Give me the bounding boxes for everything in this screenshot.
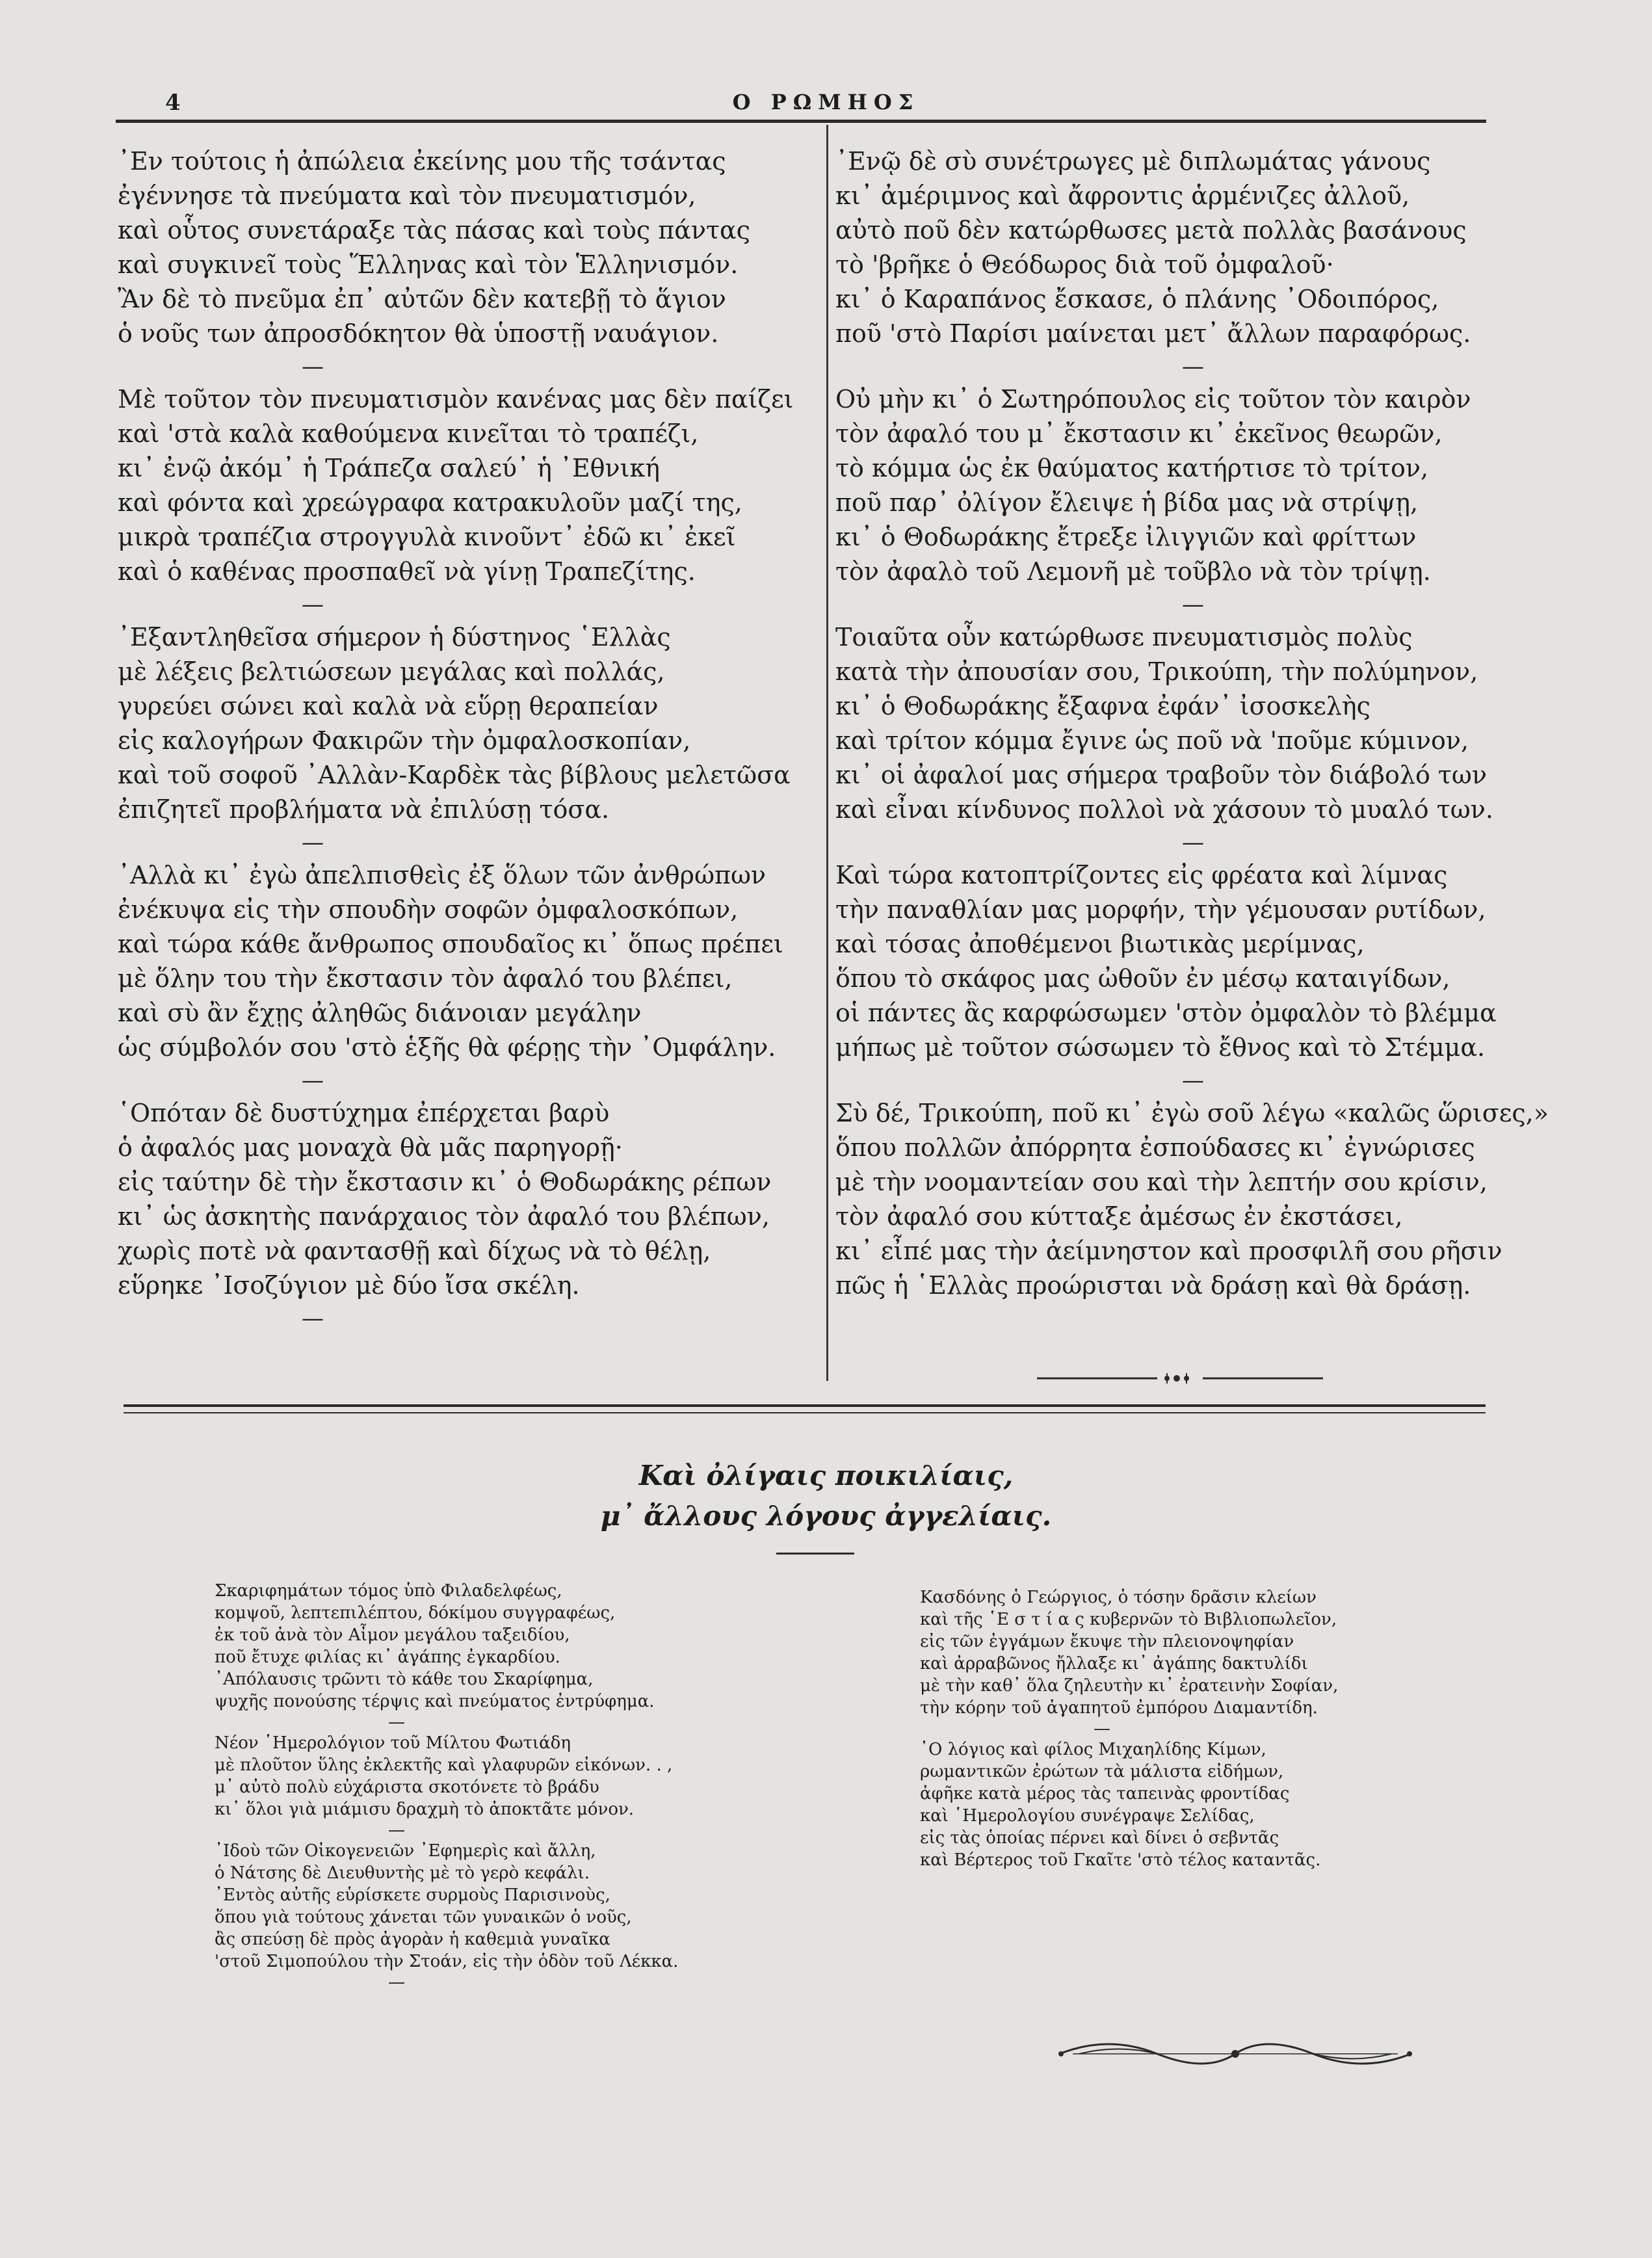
stanza-separator: — (302, 354, 324, 380)
notice-line: μὲ τὴν καθ᾿ ὅλα ζηλευτὴν κι᾿ ἐρατεινὴν Σοφίαν, (920, 1676, 1339, 1696)
verse-line: καὶ συγκινεῖ τοὺς Ἕλληνας καὶ τὸν Ἑλληνισμόν. (118, 250, 739, 279)
notice-line: ᾿Εντὸς αὐτῆς εὑρίσκετε συρμοὺς Παρισινοὺς, (215, 1885, 610, 1905)
notice-line: καὶ ἀρραβῶνος ἤλλαξε κι᾿ ἀγάπης δακτυλίδι (920, 1654, 1308, 1674)
notices-left (215, 1580, 800, 1992)
notice-line: ᾿Ιδοὺ τῶν Οἰκογενειῶν ᾿Εφημερὶς καὶ ἄλλη, (215, 1841, 596, 1861)
stanza (118, 858, 813, 1065)
verse-line: ποῦ 'στὸ Παρίσι μαίνεται μετ᾿ ἄλλων παραφόρως. (835, 319, 1471, 348)
closing-ornament (1053, 2038, 1417, 2069)
verse-line: καὶ οὗτος συνετάραξε τὰς πάσας καὶ τοὺς πάντας (118, 216, 750, 244)
stanza-separator: — (1182, 830, 1204, 856)
verse-line: ῾Οπόταν δὲ δυστύχημα ἐπέρχεται βαρὺ (118, 1099, 610, 1127)
verse-line: μὲ ὅλην του τὴν ἔκστασιν τὸν ἀφαλό του βλέπει, (118, 964, 733, 993)
stanza-separator: — (302, 830, 324, 856)
page-number: 4 (165, 90, 181, 116)
stanza-separator: — (302, 592, 324, 618)
notice-line: μὲ πλοῦτον ὕλης ἐκλεκτῆς καὶ γλαφυρῶν εἰκόνων. . , (215, 1755, 673, 1775)
verse-line: οἱ πάντες ἂς καρφώσωμεν 'στὸν ὀμφαλὸν τὸ βλέμμα (835, 999, 1497, 1027)
verse-line: ᾿Ενῷ δὲ σὺ συνέτρωγες μὲ διπλωμάτας γάνους (835, 147, 1431, 176)
stanza (835, 1096, 1549, 1303)
notice-line: κομψοῦ, λεπτεπιλέπτου, δόκίμου συγγραφέως, (215, 1603, 616, 1623)
verse-line: ὁ ἀφαλός μας μοναχὰ θὰ μᾶς παρηγορῇ· (118, 1133, 623, 1162)
stanza (118, 144, 813, 351)
notice-line: ρωμαντικῶν ἐρώτων τὰ μάλιστα εἰδήμων, (920, 1762, 1284, 1781)
notice-line: ὁ Νάτσης δὲ Διευθυντὴς μὲ τὸ γερὸ κεφάλι. (215, 1863, 590, 1883)
verse-line: κι᾿ ὁ Θοδωράκης ἔξαφνα ἐφάν᾿ ἰσοσκελὴς (835, 692, 1370, 720)
verse-line: ἐπιζητεῖ προβλήματα νὰ ἐπιλύσῃ τόσα. (118, 795, 610, 824)
verse-line: καὶ σὺ ἂν ἔχῃς ἀληθῶς διάνοιαν μεγάλην (118, 999, 642, 1027)
verse-line: κι᾿ ἐνῷ ἀκόμ᾿ ἡ Τράπεζα σαλεύ᾿ ἡ ᾿Εθνική (118, 454, 661, 482)
notice-line: ἀφῆκε κατὰ μέρος τὰς ταπεινὰς φροντίδας (920, 1784, 1290, 1804)
verse-line: τὸ 'βρῆκε ὁ Θεόδωρος διὰ τοῦ ὀμφαλοῦ· (835, 250, 1334, 279)
verse-line: καὶ τώρα κάθε ἄνθρωπος σπουδαῖος κι᾿ ὅπως πρέπει (118, 930, 783, 958)
notice-line: εἰς τῶν ἐγγάμων ἔκυψε τὴν πλειονοψηφίαν (920, 1632, 1294, 1651)
poem-left-column (118, 144, 813, 1334)
notice-line: Σκαριφημάτων τόμος ὑπὸ Φιλαδελφέως, (215, 1581, 562, 1601)
verse-line: εἰς καλογήρων Φακιρῶν τὴν ὀμφαλοσκοπίαν, (118, 726, 691, 755)
verse-line: κι᾿ οἱ ἀφαλοί μας σήμερα τραβοῦν τὸν διάβολό των (835, 761, 1488, 789)
verse-line: τὸν ἀφαλό του μ᾿ ἔκστασιν κι᾿ ἐκεῖνος θεωρῶν, (835, 419, 1443, 448)
verse-line: τὸν ἀφαλὸ τοῦ Λεμονῆ μὲ τοῦβλο νὰ τὸν τρίψῃ. (835, 557, 1431, 586)
verse-line: εἰς ταύτην δὲ τὴν ἔκστασιν κι᾿ ὁ Θοδωράκης ρέπων (118, 1168, 772, 1196)
notice-separator: — (388, 1820, 405, 1840)
verse-line: κι᾿ εἶπέ μας τὴν ἀείμνηστον καὶ προσφιλῆ σου ρῆσιν (835, 1237, 1502, 1265)
verse-line: μικρὰ τραπέζια στρογγυλὰ κινοῦντ᾿ ἐδῶ κι᾿ ἐκεῖ (118, 523, 736, 551)
column-end-ornament (1037, 1369, 1323, 1387)
stanza (835, 382, 1518, 589)
verse-line: κι᾿ ὡς ἀσκητὴς πανάρχαιος τὸν ἀφαλό του βλέπων, (118, 1202, 770, 1231)
verse-line: μήπως μὲ τοῦτον σώσωμεν τὸ ἔθνος καὶ τὸ Στέμμα. (835, 1033, 1486, 1062)
verse-line: ἐγέννησε τὰ πνεύματα καὶ τὸν πνευματισμόν, (118, 181, 696, 210)
poem-right-column (835, 144, 1549, 1303)
verse-line: εὕρηκε ᾿Ισοζύγιον μὲ δύο ἴσα σκέλη. (118, 1271, 580, 1300)
stanza (118, 1096, 813, 1303)
verse-line: καὶ τρίτον κόμμα ἔγινε ὡς ποῦ νὰ 'ποῦμε κύμινον, (835, 726, 1469, 755)
notice-line: καὶ ῾Ημερολογίου συνέγραψε Σελίδας, (920, 1806, 1255, 1826)
header-rule (116, 120, 1486, 123)
verse-line: καὶ φόντα καὶ χρεώγραφα κατρακυλοῦν μαζί της, (118, 488, 742, 517)
verse-line: τὸ κόμμα ὡς ἐκ θαύματος κατήρτισε τὸ τρίτον, (835, 454, 1429, 482)
notice-line: καὶ τῆς ῾Ε σ τ ί α ς κυβερνῶν τὸ Βιβλιοπωλεῖον, (920, 1610, 1337, 1629)
verse-line: κι᾿ ἀμέριμνος καὶ ἄφροντις ἁρμένιζες ἀλλοῦ, (835, 181, 1410, 210)
notice-line: 'στοῦ Σιμοπούλου τὴν Στοάν, εἰς τὴν ὁδὸν τοῦ Λέκκα. (215, 1952, 679, 1971)
notice-line: ψυχῆς πονούσης τέρψις καὶ πνεύματος ἐντρύφημα. (215, 1692, 655, 1711)
section-title: Καὶ ὀλίγαις ποικιλίαις, (638, 1460, 1014, 1491)
verse-line: ποῦ παρ᾿ ὀλίγον ἔλειψε ἡ βίδα μας νὰ στρίψῃ, (835, 488, 1419, 517)
stanza (118, 382, 813, 589)
verse-line: ὁ νοῦς των ἀπροσδόκητον θὰ ὑποστῇ ναυάγιον. (118, 319, 719, 348)
verse-line: καὶ 'στὰ καλὰ καθούμενα κινεῖται τὸ τραπέζι, (118, 419, 699, 448)
stanza-separator: — (302, 1306, 324, 1332)
verse-line: καὶ εἶναι κίνδυνος πολλοὶ νὰ χάσουν τὸ μυαλό των. (835, 795, 1493, 824)
notice-separator: — (388, 1713, 405, 1732)
notice-line: κι᾿ ὅλοι γιὰ μιάμισυ δραχμὴ τὸ ἀποκτᾶτε μόνον. (215, 1800, 635, 1819)
notice-line: τὴν κόρην τοῦ ἀγαπητοῦ ἐμπόρου Διαμαντίδη. (920, 1698, 1318, 1718)
notices-right (920, 1586, 1505, 1871)
verse-line: χωρὶς ποτὲ νὰ φαντασθῇ καὶ δίχως νὰ τὸ θέλῃ, (118, 1237, 711, 1265)
verse-line: Καὶ τώρα κατοπτρίζοντες εἰς φρέατα καὶ λίμνας (835, 861, 1448, 889)
notice-line: ἐκ τοῦ ἀνὰ τὸν Αἶμον μεγάλου ταξειδίου, (215, 1625, 570, 1645)
notice-line: εἰς τὰς ὁποίας πέρνει καὶ δίνει ὁ σεβντᾶς (920, 1828, 1279, 1848)
column-divider (826, 125, 828, 1381)
verse-line: αὐτὸ ποῦ δὲν κατώρθωσες μετὰ πολλὰς βασάνους (835, 216, 1467, 244)
stanza (118, 620, 813, 827)
verse-line: ὅπου τὸ σκάφος μας ὠθοῦν ἐν μέσῳ καταιγίδων, (835, 964, 1450, 993)
verse-line: Σὺ δέ, Τρικούπη, ποῦ κι᾿ ἐγὼ σοῦ λέγω «καλῶς ὥρισες,» (835, 1099, 1549, 1127)
verse-line: ὡς σύμβολόν σου 'στὸ ἑξῆς θὰ φέρῃς τὴν ᾿Ομφάλην. (118, 1033, 776, 1062)
stanza (835, 620, 1518, 827)
verse-line: Μὲ τοῦτον τὸν πνευματισμὸν κανένας μας δὲν παίζει (118, 385, 794, 414)
newspaper-title: Ο ΡΩΜΗΟΣ (732, 90, 920, 114)
verse-line: ᾿Αλλὰ κι᾿ ἐγὼ ἀπελπισθεὶς ἐξ ὅλων τῶν ἀνθρώπων (118, 861, 767, 889)
verse-line: Τοιαῦτα οὖν κατώρθωσε πνευματισμὸς πολὺς (835, 623, 1413, 651)
stanza-separator: — (1182, 1068, 1204, 1094)
stanza-separator: — (302, 1068, 324, 1094)
verse-line: καὶ τοῦ σοφοῦ ᾿Αλλὰν-Καρδὲκ τὰς βίβλους μελετῶσα (118, 761, 791, 789)
notice-line: ᾿Απόλαυσις τρῶντι τὸ κάθε του Σκαρίφημα, (215, 1670, 594, 1689)
section-subtitle: μ᾿ ἄλλους λόγους ἀγγελίαις. (600, 1500, 1052, 1532)
verse-line: ᾿Εξαντληθεῖσα σήμερον ἡ δύστηνος ῾Ελλὰς (118, 623, 671, 651)
verse-line: κι᾿ ὁ Καραπάνος ἔσκασε, ὁ πλάνης ᾿Οδοιπόρος, (835, 285, 1439, 313)
verse-line: ὅπου πολλῶν ἀπόρρητα ἐσπούδασες κι᾿ ἐγνώρισες (835, 1133, 1475, 1162)
notice-line: ποῦ ἔτυχε φιλίας κι᾿ ἀγάπης ἐγκαρδίου. (215, 1648, 560, 1667)
title-rule (776, 1553, 854, 1555)
notice-line: ῾Ο λόγιος καὶ φίλος Μιχαηλίδης Κίμων, (920, 1740, 1266, 1759)
verse-line: ᾿Εν τούτοις ἡ ἀπώλεια ἐκείνης μου τῆς τσάντας (118, 147, 726, 176)
notice-line: Κασδόνης ὁ Γεώργιος, ὁ τόσην δρᾶσιν κλείων (920, 1588, 1317, 1607)
notice-line: ἂς σπεύσῃ δὲ πρὸς ἀγορὰν ἡ καθεμιὰ γυναῖκα (215, 1930, 610, 1949)
verse-line: Οὐ μὴν κι᾿ ὁ Σωτηρόπουλος εἰς τοῦτον τὸν καιρὸν (835, 385, 1471, 414)
verse-line: πῶς ἡ ῾Ελλὰς προώρισται νὰ δράσῃ καὶ θὰ δράσῃ. (835, 1271, 1471, 1300)
verse-line: τὸν ἀφαλό σου κύτταξε ἀμέσως ἐν ἐκστάσει, (835, 1202, 1403, 1231)
verse-line: μὲ τὴν νοομαντείαν σου καὶ τὴν λεπτήν σου κρίσιν, (835, 1168, 1488, 1196)
verse-line: ἐνέκυψα εἰς τὴν σπουδὴν σοφῶν ὀμφαλοσκόπων, (118, 895, 739, 924)
verse-line: καὶ ὁ καθένας προσπαθεῖ νὰ γίνῃ Τραπεζίτης. (118, 557, 696, 586)
stanza-separator: — (1182, 592, 1204, 618)
notice-line: μ᾿ αὐτὸ πολὺ εὐχάριστα σκοτόνετε τὸ βράδυ (215, 1778, 599, 1797)
verse-line: κατὰ τὴν ἀπουσίαν σου, Τρικούπη, τὴν πολύμηνον, (835, 657, 1478, 686)
stanza (835, 858, 1518, 1065)
notice-separator: — (1094, 1719, 1110, 1739)
verse-line: γυρεύει σώνει καὶ καλὰ νὰ εὕρῃ θεραπείαν (118, 692, 659, 720)
notice-line: καὶ Βέρτερος τοῦ Γκαῖτε 'στὸ τέλος καταντᾶς. (920, 1850, 1321, 1870)
notice-separator: — (388, 1973, 405, 1992)
notice-line: ὅπου γιὰ τούτους χάνεται τῶν γυναικῶν ὁ νοῦς, (215, 1908, 632, 1927)
verse-line: τὴν παναθλίαν μας μορφήν, τὴν γέμουσαν ρυτίδων, (835, 895, 1486, 924)
verse-line: μὲ λέξεις βελτιώσεων μεγάλας καὶ πολλάς, (118, 657, 665, 686)
stanza (835, 144, 1518, 351)
stanza-separator: — (1182, 354, 1204, 380)
verse-line: καὶ τόσας ἀποθέμενοι βιωτικὰς μερίμνας, (835, 930, 1365, 958)
notice-line: Νέον ῾Ημερολόγιον τοῦ Μίλτου Φωτιάδη (215, 1733, 571, 1753)
section-double-rule (124, 1404, 1486, 1413)
verse-line: Ἂν δὲ τὸ πνεῦμα ἐπ᾿ αὐτῶν δὲν κατεβῇ τὸ ἅγιον (118, 285, 726, 313)
verse-line: κι᾿ ὁ Θοδωράκης ἔτρεξε ἰλιγγιῶν καὶ φρίττων (835, 523, 1417, 551)
